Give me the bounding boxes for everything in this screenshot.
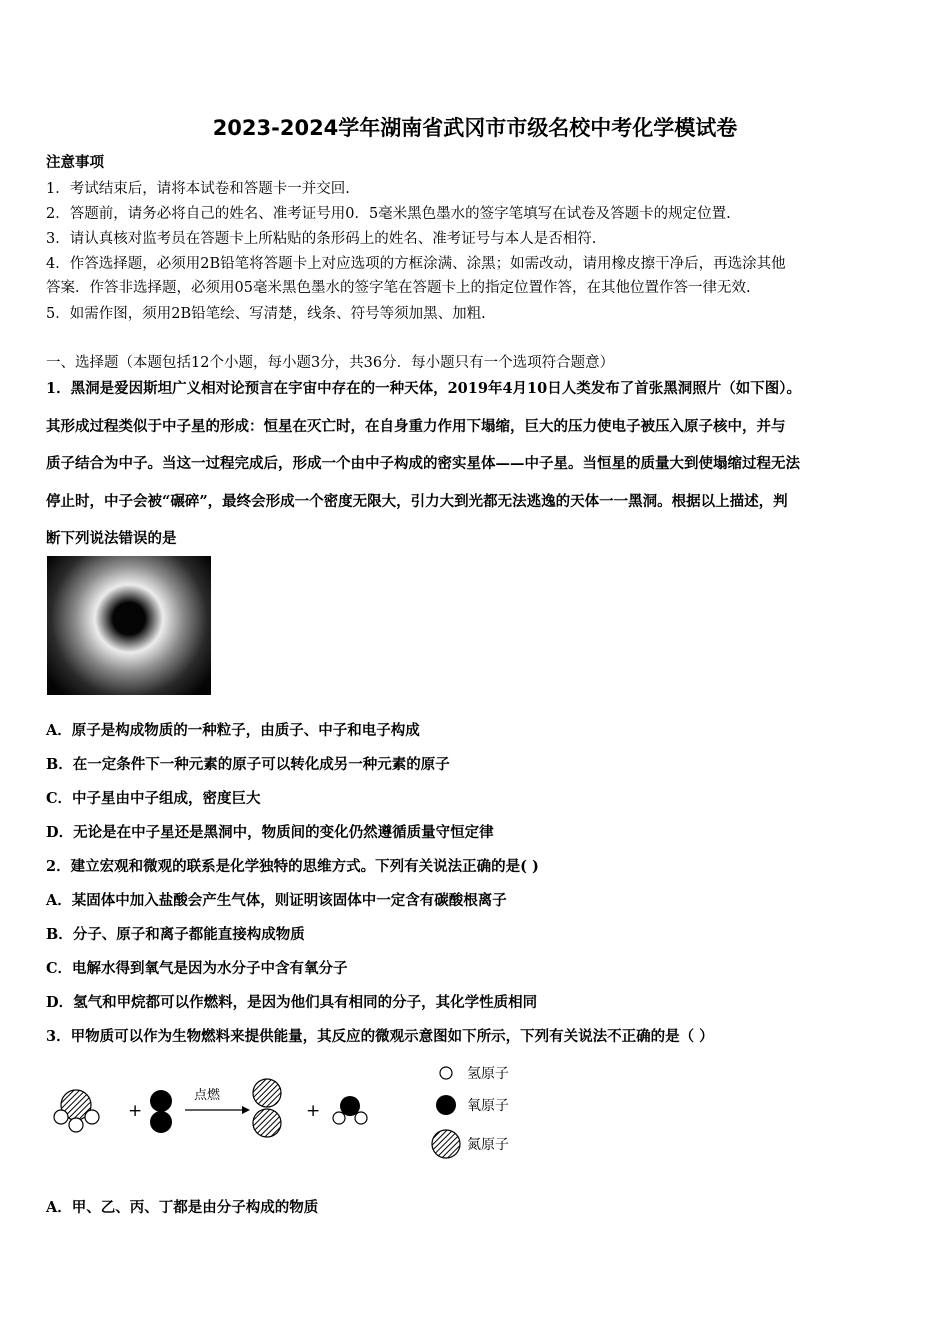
reaction-condition: 点燃 [194,1088,221,1103]
q1-line-2: 其形成过程类似于中子星的形成：恒星在灭亡时，在自身重力作用下塌缩，巨大的压力使电子被压入原子核中，并与 [46,418,786,435]
black-hole-image [47,556,211,695]
page-title: 2023-2024学年湖南省武冈市市级名校中考化学模试卷 [212,116,738,140]
section-heading: 一、选择题（本题包括12个小题，每小题3分，共36分．每小题只有一个选项符合题意） [46,355,615,371]
q1-option-d: D．无论是在中子星还是黑洞中，物质间的变化仍然遵循质量守恒定律 [46,824,494,841]
q1-line-1: 1．黑洞是爱因斯坦广义相对论预言在宇宙中存在的一种天体，2019年4月10日人类发布了首张黑洞照片（如下图）。 [46,380,801,397]
q1-option-a: A．原子是构成物质的一种粒子，由质子、中子和电子构成 [46,722,420,739]
q1-line-5: 断下列说法错误的是 [46,530,177,547]
legend-nitrogen-label: 氮原子 [467,1137,509,1153]
q2-option-a: A．某固体中加入盐酸会产生气体，则证明该固体中一定含有碳酸根离子 [46,892,507,909]
hydrogen-atom-icon [440,1067,452,1079]
legend-oxygen-label: 氧原子 [467,1098,509,1114]
reaction-diagram [40,1050,560,1170]
notice-line-3: 3．请认真核对监考员在答题卡上所粘贴的条形码上的姓名、准考证号与本人是否相符. [46,231,597,247]
q1-line-4: 停止时，中子会被“碾碎”，最终会形成一个密度无限大，引力大到光都无法逃逸的天体一一黑洞。根据以上描述，判 [46,493,788,510]
reactant-a-molecule [54,1090,99,1132]
plus-sign-1: + [128,1101,143,1121]
product-c-molecule [253,1079,281,1137]
notice-line-6: 5．如需作图，须用2B铅笔绘、写清楚，线条、符号等须加黑、加粗. [46,306,486,322]
plus-sign-2: + [306,1101,321,1121]
reaction-arrow [185,1106,250,1114]
notice-line-5: 答案．作答非选择题，必须用05毫米黑色墨水的签字笔在答题卡上的指定位置作答，在其他位置作答一律无效. [46,280,751,296]
q2-stem: 2．建立宏观和微观的联系是化学独特的思维方式。下列有关说法正确的是( ) [46,858,539,875]
notice-line-4: 4．作答选择题，必须用2B铅笔将答题卡上对应选项的方框涂满、涂黑；如需改动，请用橡皮擦干净后，再选涂其他 [46,256,786,272]
notice-line-1: 1．考试结束后，请将本试卷和答题卡一并交回. [46,181,350,197]
nitrogen-atom-icon [432,1130,460,1158]
q1-option-b: B．在一定条件下一种元素的原子可以转化成另一种元素的原子 [46,756,450,773]
legend-hydrogen-label: 氢原子 [467,1066,509,1082]
q1-option-c: C．中子星由中子组成，密度巨大 [46,790,261,807]
q3-option-a: A．甲、乙、丙、丁都是由分子构成的物质 [46,1199,319,1216]
reactant-b-molecule [150,1090,172,1133]
legend-hydrogen [440,1066,509,1082]
notice-line-2: 2．答题前，请务必将自己的姓名、准考证号用0．5毫米黑色墨水的签字笔填写在试卷及答题卡的规定位置. [46,206,731,222]
legend-oxygen [436,1095,509,1115]
notice-heading: 注意事项 [46,154,104,171]
q1-line-3: 质子结合为中子。当这一过程完成后，形成一个由中子构成的密实星体——中子星。当恒星的质量大到使塌缩过程无法 [46,455,800,472]
q3-stem: 3．甲物质可以作为生物燃料来提供能量，其反应的微观示意图如下所示，下列有关说法不正确的是（ ） [46,1028,714,1045]
product-d-molecule [333,1096,367,1124]
q2-option-b: B．分子、原子和离子都能直接构成物质 [46,926,305,943]
legend-nitrogen [432,1130,509,1158]
q2-option-c: C．电解水得到氧气是因为水分子中含有氧分子 [46,960,348,977]
q2-option-d: D．氢气和甲烷都可以作燃料，是因为他们具有相同的分子，其化学性质相同 [46,994,538,1011]
oxygen-atom-icon [436,1095,456,1115]
